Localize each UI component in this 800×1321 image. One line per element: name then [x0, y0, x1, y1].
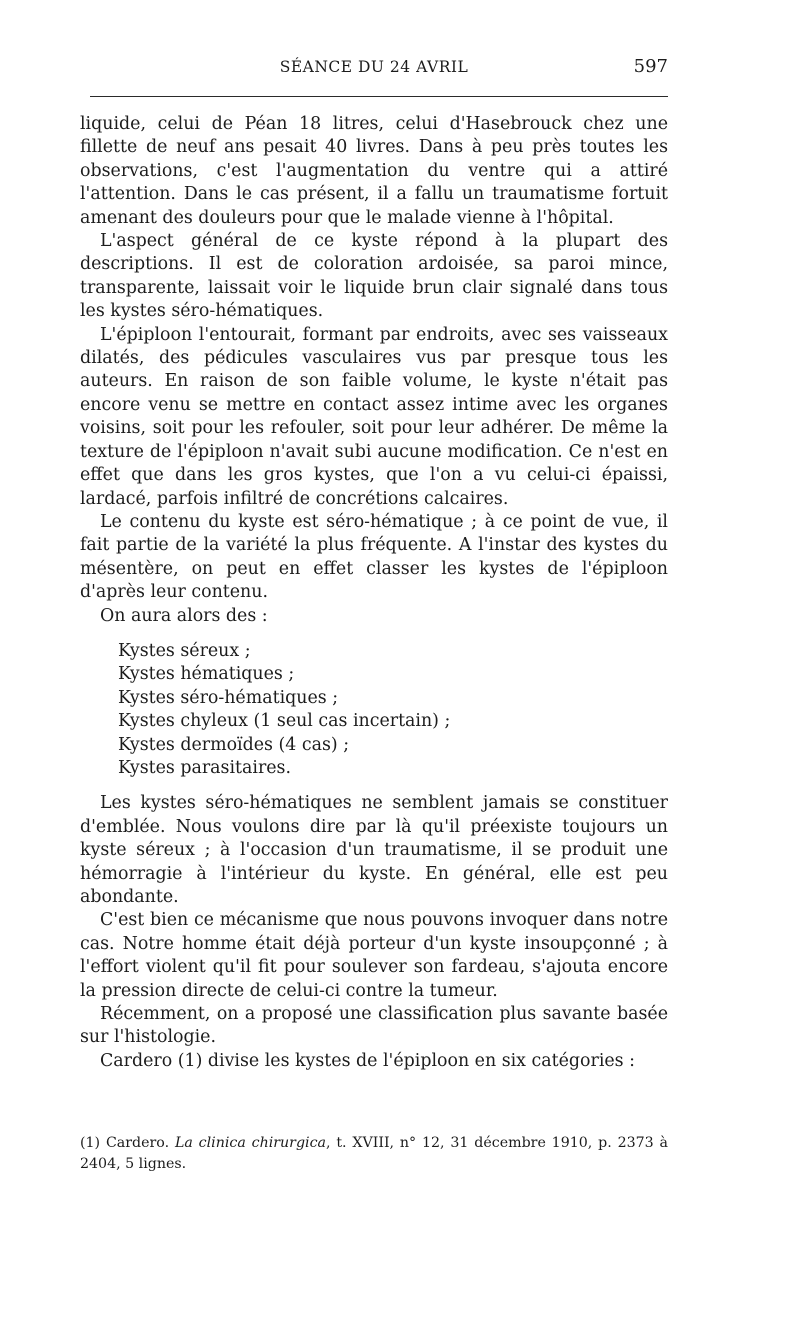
- list-item: Kystes séro-hématiques ;: [118, 687, 339, 708]
- paragraph: Le contenu du kyste est séro-hématique ; à ce point de vue, il fait partie de la variété la plus fréquente. A l'instar des kystes du mésentère, on peut en effet classer les kystes de l'épiploon d'après leur contenu.: [80, 511, 668, 603]
- header-rule: [90, 96, 668, 97]
- footnote-journal: La clinica chirurgica: [174, 1135, 326, 1151]
- paragraph: Récemment, on a proposé une classification plus savante basée sur l'histologie.: [80, 1004, 668, 1048]
- paragraph: Cardero (1) divise les kystes de l'épiploon en six catégories :: [100, 1050, 635, 1071]
- list-item: Kystes dermoïdes (4 cas) ;: [118, 734, 350, 755]
- list-item: Kystes hématiques ;: [118, 664, 295, 685]
- page-number: 597: [633, 56, 668, 77]
- list-item: Kystes chyleux (1 seul cas incertain) ;: [118, 711, 451, 732]
- paragraph: C'est bien ce mécanisme que nous pouvons invoquer dans notre cas. Notre homme était déjà porteur d'un kyste insoupçonné ; à l'effort violent qu'il fit pour soulever son fardeau, s'ajouta encore la pression directe de celui-ci contre la tumeur.: [80, 910, 668, 1001]
- list-item: Kystes séreux ;: [118, 640, 251, 661]
- body-text: [80, 113, 668, 1073]
- footnote: [80, 1133, 668, 1175]
- paragraph: L'épiploon l'entourait, formant par endroits, avec ses vaisseaux dilatés, des pédicules vasculaires vus par presque tous les auteurs. En raison de son faible volume, le kyste n'était pas encore venu se mettre en contact assez intime avec les organes voisins, soit pour les refouler, soit pour leur adhérer. De même la texture de l'épiploon n'avait subi aucune modification. Ce n'est en effet que dans les gros kystes, que l'on a vu celui-ci épaissi, lardacé, parfois infiltré de concrétions calcaires.: [80, 324, 668, 509]
- cyst-type-list: [118, 640, 668, 780]
- list-item: Kystes parasitaires.: [118, 757, 292, 778]
- paragraph: liquide, celui de Péan 18 litres, celui d'Hasebrouck chez une fillette de neuf ans pesait 40 livres. Dans à peu près toutes les observations, c'est l'augmentation du ventre qui a attiré l'attention. Dans le cas présent, il a fallu un traumatisme fortuit amenant des douleurs pour que le malade vienne à l'hôpital.: [80, 114, 668, 228]
- running-title: SÉANCE DU 24 AVRIL: [279, 58, 469, 76]
- paragraph: L'aspect général de ce kyste répond à la plupart des descriptions. Il est de coloration ardoisée, sa paroi mince, transparente, laissait voir le liquide brun clair signalé dans tous les kystes séro-hématiques.: [80, 231, 668, 322]
- paragraph: On aura alors des :: [100, 605, 268, 626]
- footnote-prefix: (1) Cardero.: [80, 1135, 175, 1151]
- paragraph: Les kystes séro-hématiques ne semblent jamais se constituer d'emblée. Nous voulons dire par là qu'il préexiste toujours un kyste séreux ; à l'occasion d'un traumatisme, il se produit une hémorragie à l'intérieur du kyste. En général, elle est peu abondante.: [80, 793, 668, 907]
- footnote-suffix: , t. XVIII, n° 12, 31 décembre 1910, p. 2373 à 2404, 5 lignes.: [80, 1135, 668, 1172]
- page-header: [80, 58, 668, 84]
